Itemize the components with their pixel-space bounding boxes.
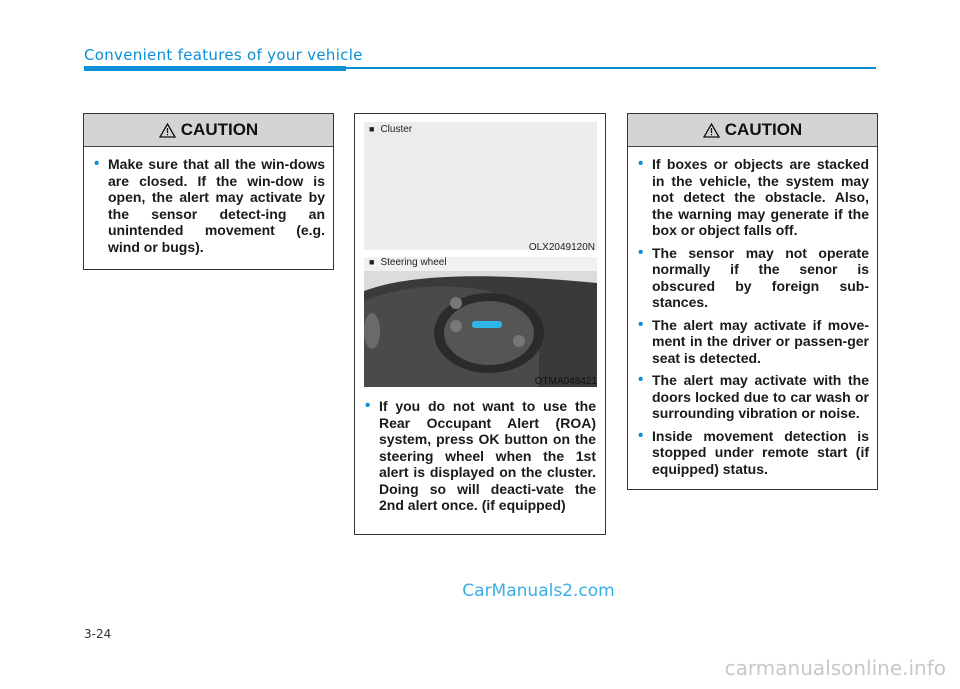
cluster-figure-code: OLX2049120N xyxy=(528,242,595,253)
caution-item: • The alert may activate with the doors locked due to car wash or surrounding vibration or noise. xyxy=(636,372,869,422)
caution-title: CAUTION xyxy=(180,120,259,139)
middle-list xyxy=(363,398,596,520)
caution-item: • Make sure that all the win-dows are closed. If the win-dow is open, the alert may activate by the sensor detect-ing an unintended movement (e.g. wind or bugs). xyxy=(92,156,325,255)
page-number: 3-24 xyxy=(84,627,112,641)
watermark-link[interactable]: CarManuals2.com xyxy=(462,581,615,601)
header-accent-bar xyxy=(84,66,346,71)
cluster-figure-label: ■ Cluster xyxy=(369,124,412,135)
warning-triangle-icon xyxy=(703,123,720,138)
middle-box xyxy=(354,113,606,535)
caution-title: CAUTION xyxy=(724,120,803,139)
caution-header xyxy=(84,114,333,147)
footer-watermark: carmanualsonline.info xyxy=(724,656,946,680)
steering-wheel-image xyxy=(364,271,597,387)
section-title: Convenient features of your vehicle xyxy=(84,46,363,64)
caution-item: • The sensor may not operate normally if the senor is obscured by foreign sub-stances. xyxy=(636,245,869,311)
caution-item: • The alert may activate if move-ment in the driver or passen-ger seat is detected. xyxy=(636,317,869,367)
header-rule xyxy=(346,67,876,69)
right-caution-box xyxy=(627,113,878,490)
left-caution-box xyxy=(83,113,334,270)
cluster-figure xyxy=(364,122,597,250)
caution-item: • Inside movement detection is stopped under remote start (if equipped) status. xyxy=(636,428,869,478)
steering-wheel-figure-code: OTMA048421 xyxy=(534,376,597,387)
warning-triangle-icon xyxy=(159,123,176,138)
caution-list xyxy=(84,147,333,255)
caution-item: • If boxes or objects are stacked in the vehicle, the system may not detect the obstacle. Also, the warning may generate if the box or object falls off. xyxy=(636,156,869,239)
middle-item: • If you do not want to use the Rear Occupant Alert (ROA) system, press OK button on the steering wheel when the 1st alert is displayed on the cluster. Doing so will deacti-vate the 2nd alert once. (if equipped) xyxy=(363,398,596,514)
caution-list xyxy=(628,147,877,477)
steering-wheel-figure-label: ■ Steering wheel xyxy=(369,257,447,268)
caution-header xyxy=(628,114,877,147)
